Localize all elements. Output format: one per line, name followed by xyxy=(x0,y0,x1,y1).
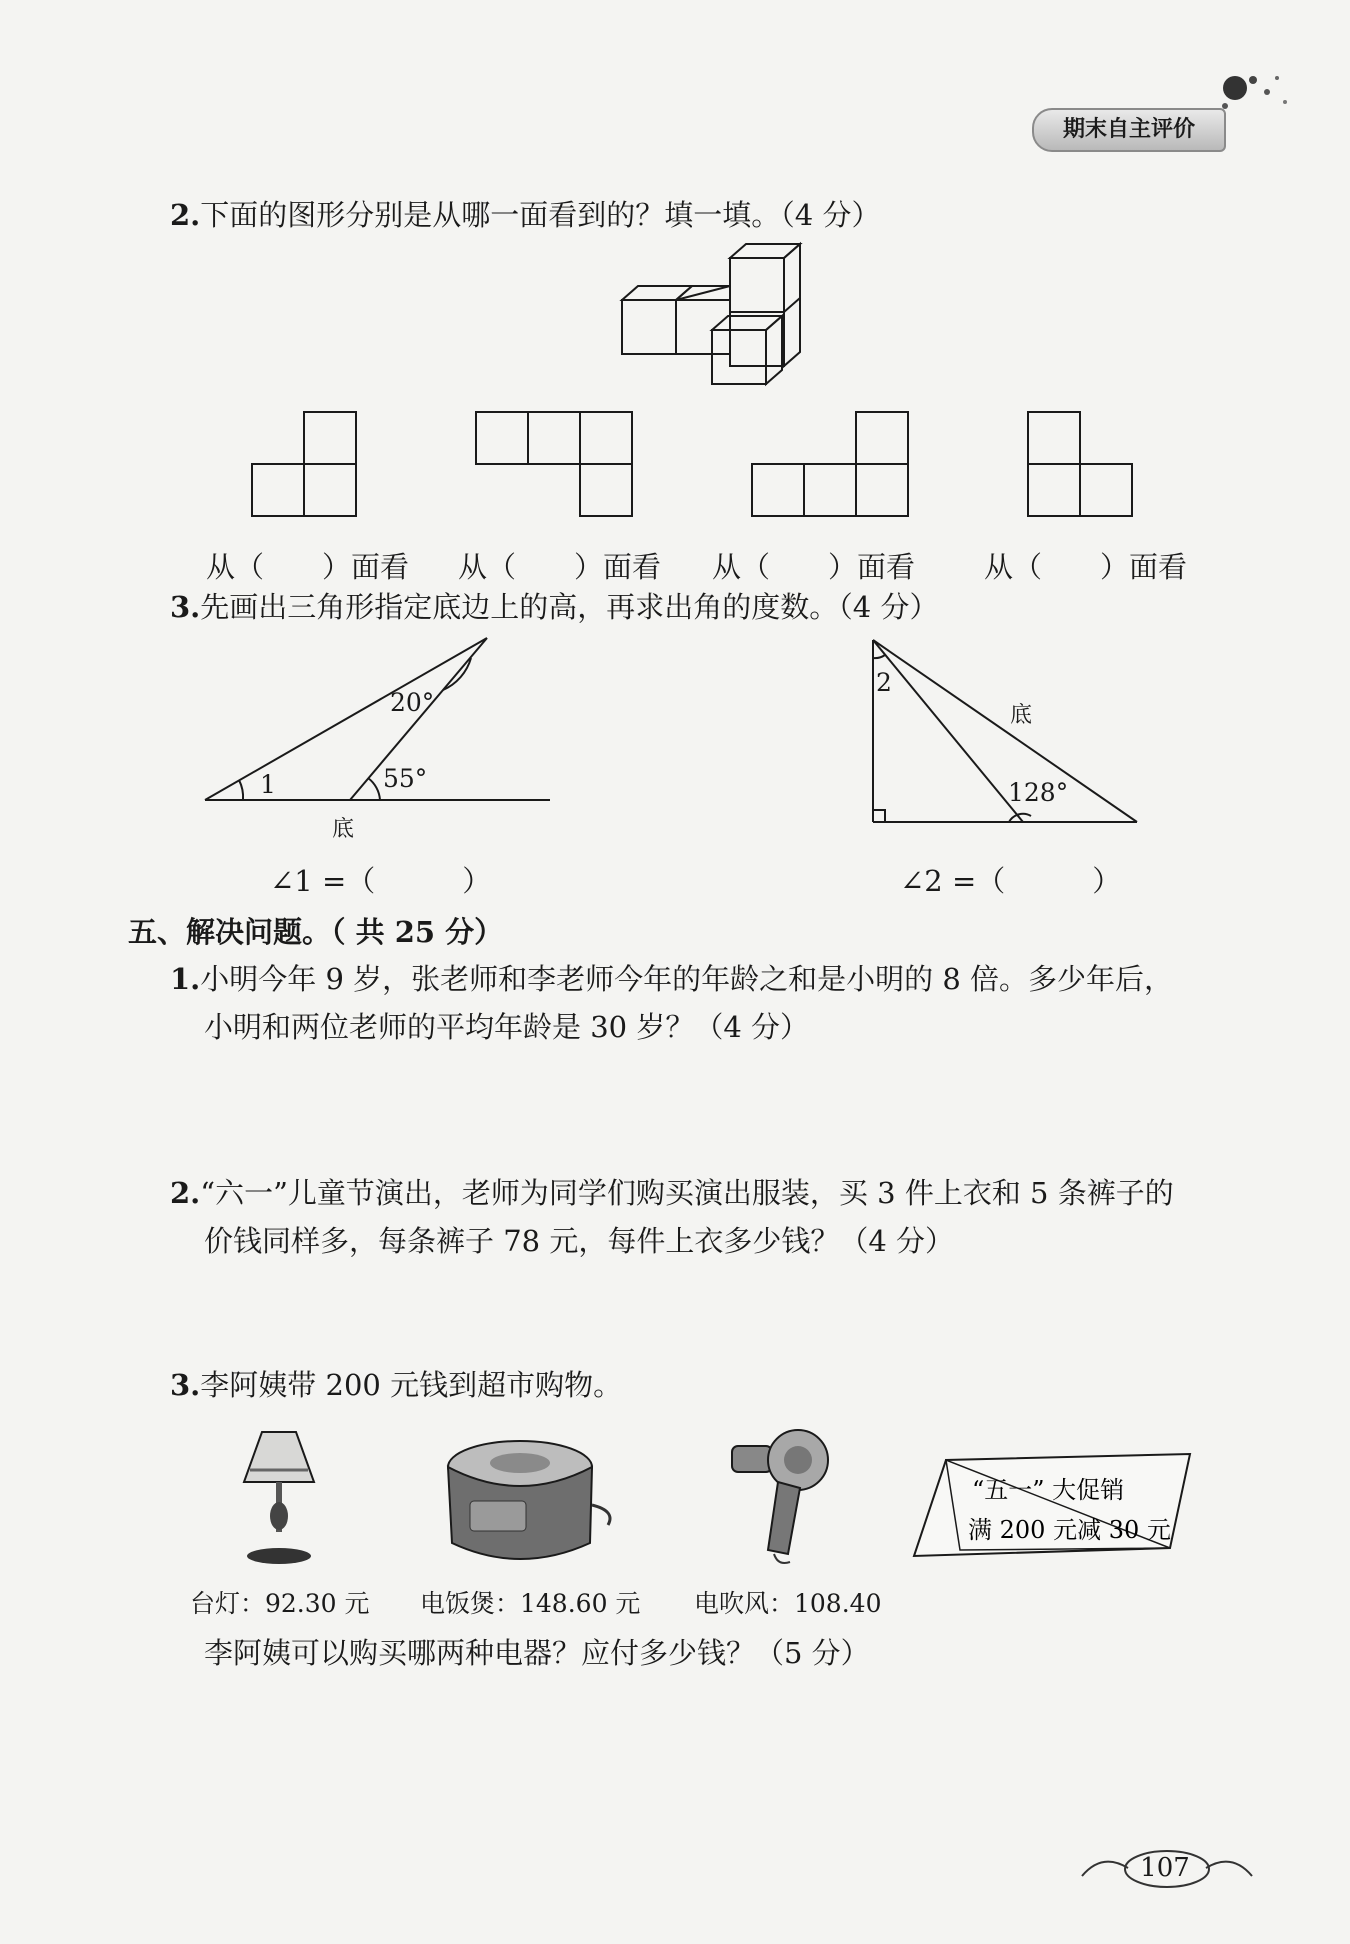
p1-line2: 小明和两位老师的平均年龄是 30 岁？（4 分） xyxy=(204,1010,810,1044)
tri2-angle-2-label: 2 xyxy=(876,668,892,697)
hair-dryer-icon xyxy=(720,1420,840,1570)
q2-number: 2. xyxy=(170,198,201,232)
header-badge: 期末自主评价 xyxy=(1032,108,1226,152)
triangle-2 xyxy=(865,630,1145,830)
p3-number: 3. xyxy=(170,1368,201,1402)
tri2-angle-128-label: 128° xyxy=(1008,778,1069,807)
item-lamp-price: 台灯：92.30 元 xyxy=(190,1589,370,1618)
q3-heading xyxy=(170,588,938,626)
item-rice-cooker-price: 电饭煲：148.60 元 xyxy=(420,1589,641,1618)
q3-text: 先画出三角形指定底边上的高，再求出角的度数。（4 分） xyxy=(200,590,939,624)
tri1-angle-1-label: 1 xyxy=(260,770,276,799)
sign-line1: “五一” 大促销 xyxy=(972,1476,1125,1504)
cube-figure-3d xyxy=(600,240,820,390)
p2-line1 xyxy=(170,1174,1174,1212)
promotion-sign xyxy=(910,1450,1210,1570)
view-figure-1 xyxy=(248,410,360,522)
q2-text: 下面的图形分别是从哪一面看到的？填一填。（4 分） xyxy=(200,198,881,232)
tri1-angle-mid-label: 55° xyxy=(383,764,428,793)
section5-title: 五、解决问题。（ 共 25 分） xyxy=(128,915,504,949)
tri2-answer: ∠2 =（ ） xyxy=(900,864,1122,898)
desk-lamp-icon xyxy=(230,1420,330,1570)
item-hair-dryer-price: 电吹风：108.40 xyxy=(694,1589,882,1618)
q3-number: 3. xyxy=(170,590,201,624)
q2-answer-2: 从（ ）面看 xyxy=(458,550,662,584)
sign-line2: 满 200 元减 30 元 xyxy=(968,1516,1171,1544)
p2-text-line1: “六一”儿童节演出，老师为同学们购买演出服装，买 3 件上衣和 5 条裤子的 xyxy=(200,1176,1174,1210)
tri2-base-label: 底 xyxy=(1010,703,1033,728)
p3-heading xyxy=(170,1366,622,1404)
q2-answer-4: 从（ ）面看 xyxy=(984,550,1188,584)
q2-answer-1: 从（ ）面看 xyxy=(206,550,410,584)
p2-number: 2. xyxy=(170,1176,201,1210)
p3-question: 李阿姨可以购买哪两种电器？应付多少钱？（5 分） xyxy=(204,1636,870,1670)
view-figure-4 xyxy=(1024,410,1136,522)
page-number: 107 xyxy=(1140,1853,1190,1883)
p1-line1 xyxy=(170,960,1173,998)
rice-cooker-icon xyxy=(440,1425,620,1575)
tri1-angle-top-label: 20° xyxy=(390,688,435,717)
ink-splash-decoration xyxy=(1205,62,1305,132)
p1-text-line1: 小明今年 9 岁，张老师和李老师今年的年龄之和是小明的 8 倍。多少年后， xyxy=(200,962,1174,996)
view-figure-2 xyxy=(472,410,638,522)
q2-heading xyxy=(170,196,880,234)
tri1-answer: ∠1 =（ ） xyxy=(270,864,492,898)
view-figure-3 xyxy=(748,410,914,522)
p1-number: 1. xyxy=(170,962,201,996)
p3-text: 李阿姨带 200 元钱到超市购物。 xyxy=(200,1368,623,1402)
q2-answer-3: 从（ ）面看 xyxy=(712,550,916,584)
tri1-base-label: 底 xyxy=(332,817,355,842)
triangle-1 xyxy=(195,630,565,850)
p2-line2: 价钱同样多，每条裤子 78 元，每件上衣多少钱？（4 分） xyxy=(204,1224,955,1258)
